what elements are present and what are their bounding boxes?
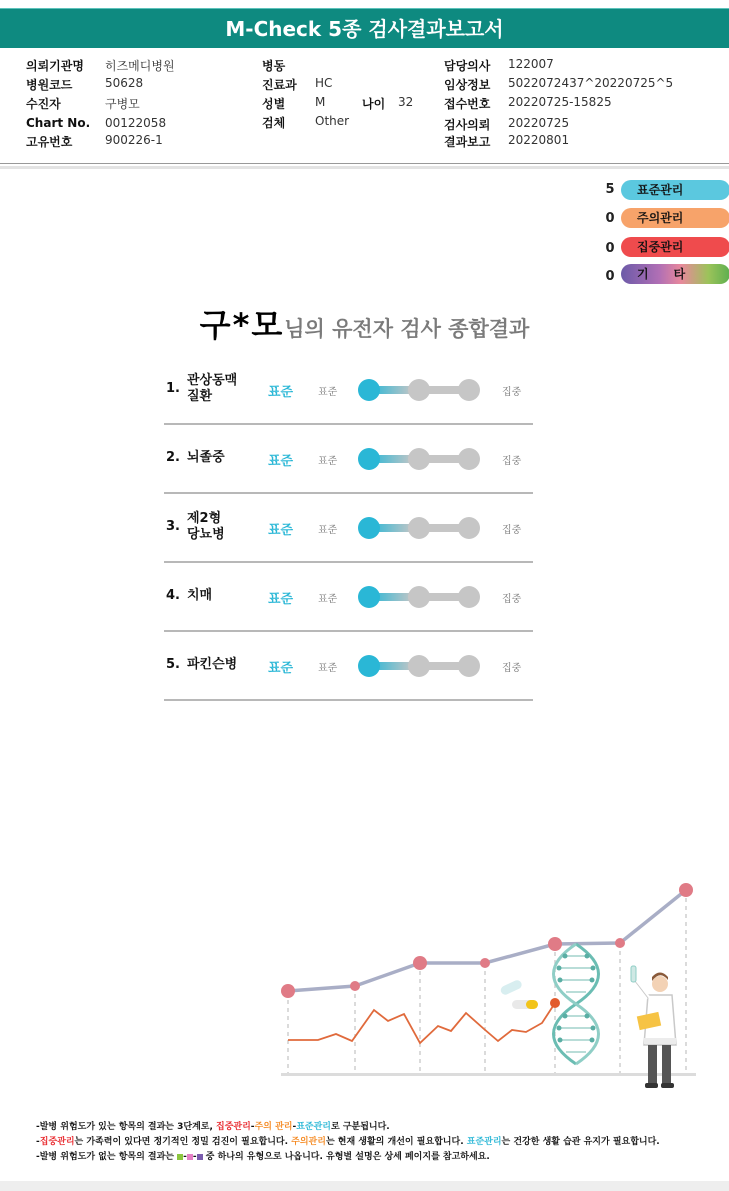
gauge-node (458, 655, 480, 677)
info-label: 의뢰기관명 (26, 59, 84, 73)
info-value-unique-no: 900226-1 (105, 133, 163, 147)
gauge-node-active (358, 448, 380, 470)
page-bottom-bar (0, 1181, 729, 1191)
info-value-report-date: 20220801 (508, 133, 570, 147)
disease-name (187, 588, 212, 604)
info-label: 결과보고 (444, 135, 491, 149)
info-row-institution (26, 57, 84, 74)
result-status: 표준 (268, 523, 294, 538)
info-value-doctor: 122007 (508, 57, 554, 71)
result-row (164, 632, 533, 701)
gauge-low-label: 표준 (318, 594, 338, 605)
legend-label: 표준관리 (637, 183, 684, 197)
gauge-node (458, 379, 480, 401)
footer-line-2 (36, 1135, 716, 1150)
info-value-specimen: Other (315, 114, 350, 128)
footer-text: - (292, 1122, 297, 1132)
footer-text: -발병 위험도가 없는 항목의 결과는 (36, 1152, 178, 1162)
info-label: 검체 (262, 116, 286, 130)
info-value-patient: 구병모 (105, 97, 140, 111)
gauge-node-active (358, 517, 380, 539)
summary-title (0, 300, 729, 346)
legend-count-intensive: 0 (605, 241, 615, 256)
info-value-institution: 히즈메디병원 (105, 59, 175, 73)
info-value-sex: M (315, 95, 326, 109)
legend-pill-intensive (621, 237, 729, 257)
info-label: 성별 (262, 97, 286, 111)
info-label: Chart No. (26, 116, 91, 130)
disease-name-line2: 질환 (187, 389, 213, 404)
footer-text: 는 현재 생활의 개선이 필요합니다. (325, 1137, 467, 1147)
gauge-low-label: 표준 (318, 456, 338, 467)
capsule-icon (499, 979, 538, 1009)
info-value-hospital-code: 50628 (105, 76, 144, 90)
patient-masked-name: 구*모 (199, 306, 285, 344)
disease-name-line1: 치매 (187, 588, 213, 603)
footer-text: -발병 위험도가 있는 항목의 결과는 3단계로, (36, 1122, 217, 1132)
footer-text: 는 가족력이 있다면 정기적인 정밀 검진이 필요합니다. (74, 1137, 292, 1147)
info-label: 진료과 (262, 78, 297, 92)
info-label: 검사의뢰 (444, 118, 491, 132)
footer-text: 는 건강한 생활 습관 유지가 필요합니다. (501, 1137, 660, 1147)
disease-name (187, 373, 237, 405)
legend-pill-caution (621, 208, 729, 228)
footer-term-intensive: 집중관리 (39, 1137, 75, 1147)
result-status: 표준 (268, 454, 294, 469)
result-status: 표준 (268, 661, 294, 676)
gauge-node (458, 517, 480, 539)
result-row (164, 563, 533, 632)
legend-pill-other (621, 264, 729, 284)
gauge-high-label: 집중 (502, 594, 522, 605)
result-row (164, 494, 533, 563)
divider (0, 163, 729, 164)
legend-pill-standard (621, 180, 729, 200)
footer-text: - (36, 1137, 40, 1147)
gauge-node (408, 517, 430, 539)
gauge-node-active (358, 586, 380, 608)
result-number: 3. (166, 519, 180, 534)
gauge-high-label: 집중 (502, 456, 522, 467)
risk-gauge (357, 516, 482, 540)
info-label: 수진자 (26, 97, 61, 111)
result-number: 2. (166, 450, 180, 465)
trend-point-orange (550, 998, 560, 1008)
legend-count-other: 0 (605, 269, 615, 284)
legend-label: 주의관리 (637, 211, 684, 225)
risk-gauge (357, 654, 482, 678)
info-label: 임상정보 (444, 78, 491, 92)
info-label: 병원코드 (26, 78, 73, 92)
gauge-node (458, 448, 480, 470)
footer-text: 로 구분됩니다. (331, 1122, 390, 1132)
disease-name-line2: 당뇨병 (187, 527, 225, 542)
info-value-clinical: 5022072437^20220725^5 (508, 76, 674, 90)
info-value-age: 32 (398, 95, 414, 109)
report-title: M-Check 5종 검사결과보고서 (0, 8, 729, 48)
result-number: 4. (166, 588, 180, 603)
risk-gauge (357, 447, 482, 471)
scientist-figure (631, 966, 676, 1088)
type-swatch-pink (187, 1154, 193, 1160)
result-number: 1. (166, 381, 180, 396)
footer-line-3: -발병 위험도가 없는 항목의 결과는 - - 중 하나의 유형으로 나옵니다. 유형별 설명은 상세 페이지를 참고하세요. (36, 1152, 490, 1162)
legend-count-caution: 0 (605, 211, 615, 226)
row-divider (164, 699, 533, 701)
gauge-low-label: 표준 (318, 663, 338, 674)
footer-line-1 (36, 1120, 716, 1135)
result-number: 5. (166, 657, 180, 672)
footer-term-standard: 표준관리 (296, 1122, 331, 1132)
info-label: 고유번호 (26, 135, 73, 149)
info-label: 병동 (262, 59, 286, 73)
gauge-low-label: 표준 (318, 525, 338, 536)
risk-gauge (357, 585, 482, 609)
disease-name-line1: 관상동맥 (187, 373, 238, 388)
disease-name (187, 450, 225, 466)
footer-term-caution: 주의 관리 (254, 1122, 293, 1132)
type-swatch-green (177, 1154, 183, 1160)
gauge-high-label: 집중 (502, 663, 522, 674)
disease-name-line1: 파킨슨병 (187, 657, 238, 672)
disease-name-line1: 뇌졸중 (187, 450, 225, 465)
result-row (164, 425, 533, 494)
footer-term-standard: 표준관리 (466, 1137, 502, 1147)
disease-name (187, 657, 237, 673)
footer-text: 중 하나의 유형으로 나옵니다. 유형별 설명은 상세 페이지를 참고하세요. (202, 1152, 490, 1162)
gauge-node (458, 586, 480, 608)
gauge-node (408, 379, 430, 401)
footer-notes (36, 1120, 716, 1165)
info-value-department: HC (315, 76, 333, 90)
legend-label: 집중관리 (637, 240, 684, 254)
footer-term-intensive: 집중관리 (216, 1122, 251, 1132)
legend-label: 기 타 (637, 267, 686, 281)
disease-name (187, 511, 225, 543)
gauge-node-active (358, 379, 380, 401)
footer-text: - (250, 1122, 255, 1132)
gauge-node (408, 586, 430, 608)
gauge-node-active (358, 655, 380, 677)
info-value-chart-no: 00122058 (105, 116, 167, 130)
info-label: 접수번호 (444, 97, 491, 111)
disease-name-line1: 제2형 (187, 511, 222, 526)
dashed-guides (288, 890, 686, 1073)
divider (0, 166, 729, 169)
summary-suffix: 님의 유전자 검사 종합결과 (284, 317, 530, 341)
risk-gauge (357, 378, 482, 402)
result-status: 표준 (268, 385, 294, 400)
gauge-high-label: 집중 (502, 525, 522, 536)
info-label: 담당의사 (444, 59, 491, 73)
info-value-receipt-no: 20220725-15825 (508, 95, 612, 109)
gauge-low-label: 표준 (318, 387, 338, 398)
gauge-high-label: 집중 (502, 387, 522, 398)
ground-line (281, 1073, 696, 1076)
result-status: 표준 (268, 592, 294, 607)
dna-helix-icon (554, 944, 599, 1064)
trend-line-upper (288, 890, 686, 991)
info-label: 나이 (362, 97, 386, 111)
trend-line-lower (288, 1003, 555, 1043)
footer-term-caution: 주의관리 (291, 1137, 326, 1147)
health-trend-illustration (276, 880, 701, 1095)
gauge-node (408, 655, 430, 677)
info-value-request-date: 20220725 (508, 116, 570, 130)
legend-count-standard: 5 (605, 182, 615, 197)
result-row (164, 356, 533, 425)
gauge-node (408, 448, 430, 470)
